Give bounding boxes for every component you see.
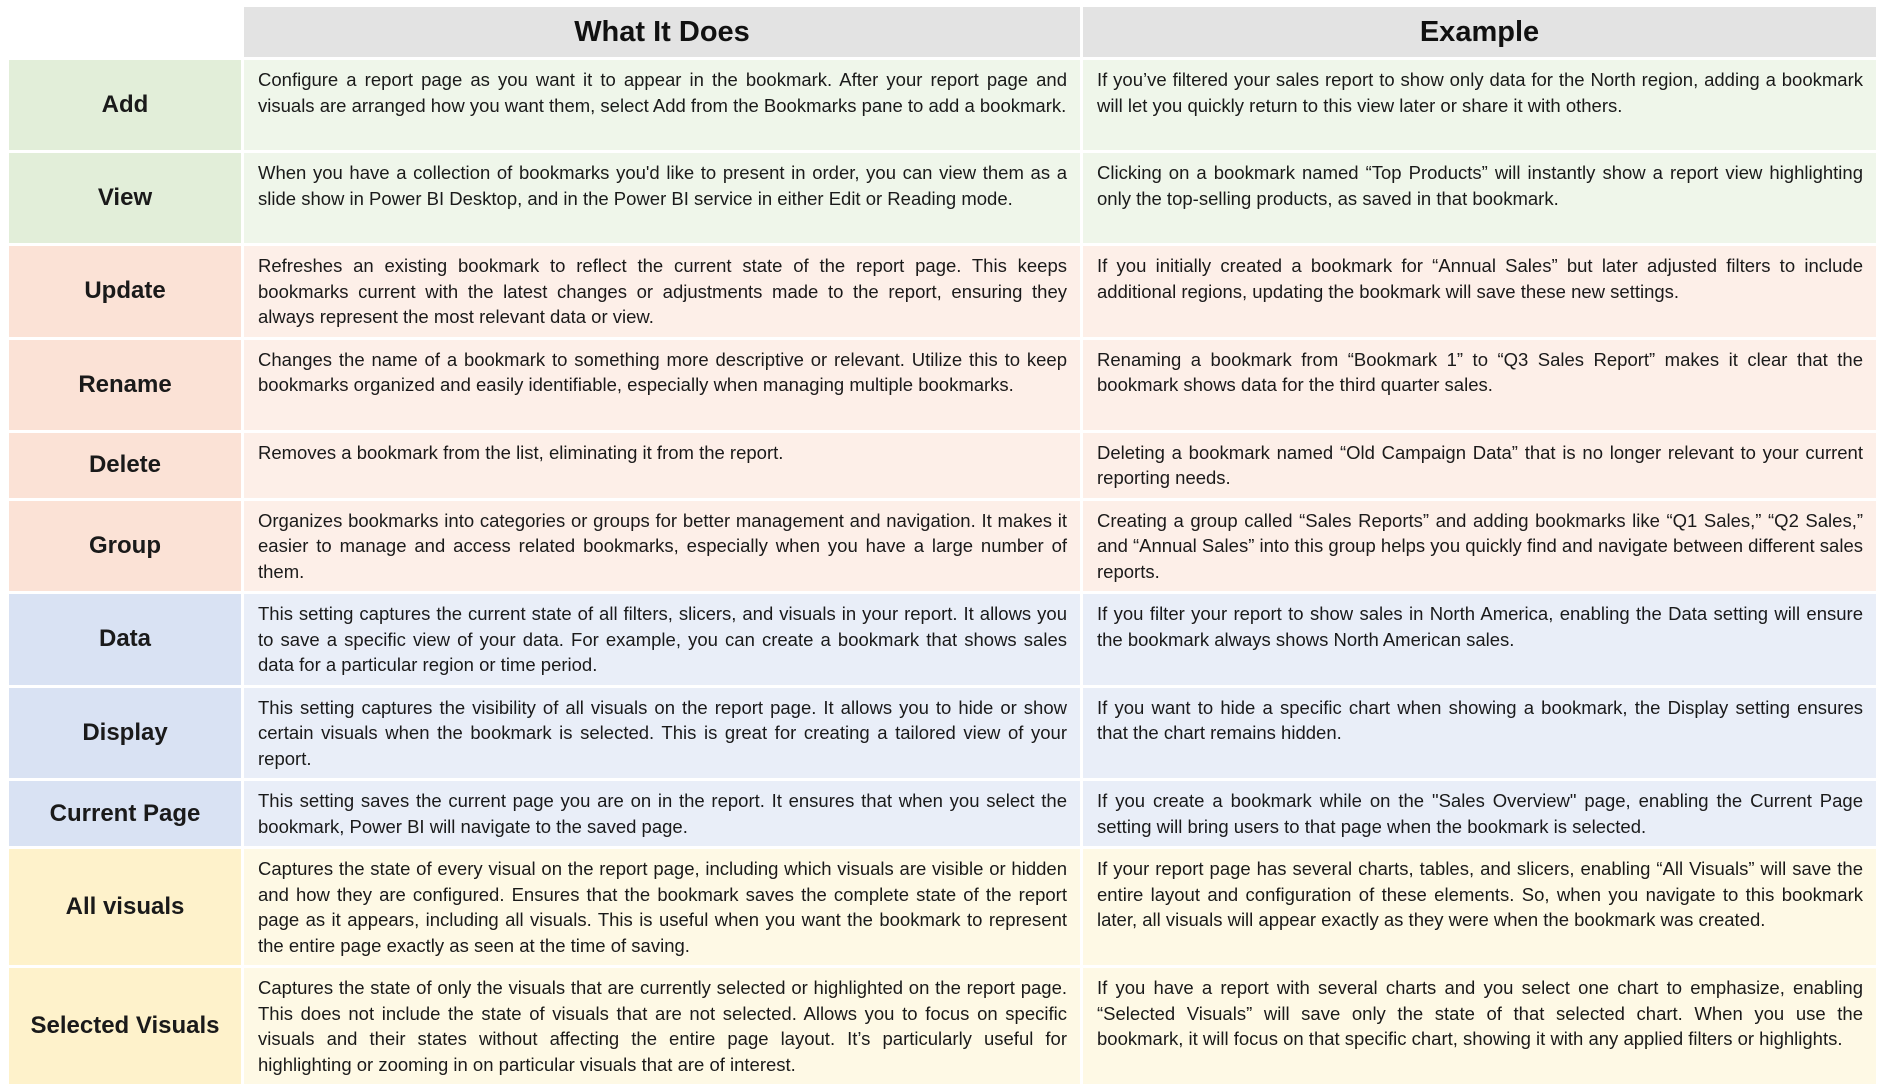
example-cell: If you create a bookmark while on the "Sales Overview" page, enabling the Current Page setting will bring users to that page when the bookmark is selected. bbox=[1083, 781, 1876, 846]
what-it-does-cell: Captures the state of every visual on the report page, including which visuals are visible or hidden and how they are configured. Ensures that the bookmark saves the complete state of the report page as it appears, including all visuals. This is useful when you want the bookmark to represent the entire page exactly as seen at the time of saving. bbox=[244, 849, 1080, 965]
header-what-it-does: What It Does bbox=[244, 7, 1080, 57]
what-it-does-cell: This setting captures the current state of all filters, slicers, and visuals in your report. It allows you to save a specific view of your data. For example, you can create a bookmark that shows sales data for a particular region or time period. bbox=[244, 594, 1080, 685]
row-label: Display bbox=[9, 688, 241, 779]
table-row-display bbox=[9, 688, 1876, 779]
row-label: Selected Visuals bbox=[9, 968, 241, 1084]
what-it-does-cell: Captures the state of only the visuals that are currently selected or highlighted on the report page. This does not include the state of visuals that are not selected. Allows you to focus on specific visuals and their states without affecting the entire page layout. It’s particularly useful for highlighting or zooming in on particular visuals that are of interest. bbox=[244, 968, 1080, 1084]
table-row-rename bbox=[9, 340, 1876, 430]
what-it-does-cell: When you have a collection of bookmarks you'd like to present in order, you can view them as a slide show in Power BI Desktop, and in the Power BI service in either Edit or Reading mode. bbox=[244, 153, 1080, 243]
row-label: View bbox=[9, 153, 241, 243]
table-row-add bbox=[9, 60, 1876, 150]
what-it-does-cell: Removes a bookmark from the list, eliminating it from the report. bbox=[244, 433, 1080, 498]
table-row-group bbox=[9, 501, 1876, 592]
table-row-delete bbox=[9, 433, 1876, 498]
header-example: Example bbox=[1083, 7, 1876, 57]
example-cell: Renaming a bookmark from “Bookmark 1” to “Q3 Sales Report” makes it clear that the bookmark shows data for the third quarter sales. bbox=[1083, 340, 1876, 430]
what-it-does-cell: Refreshes an existing bookmark to reflect the current state of the report page. This keeps bookmarks current with the latest changes or adjustments made to the report, ensuring they always represent the most relevant data or view. bbox=[244, 246, 1080, 337]
example-cell: If your report page has several charts, tables, and slicers, enabling “All Visuals” will save the entire layout and configuration of these elements. So, when you navigate to this bookmark later, all visuals will appear exactly as they were when the bookmark was created. bbox=[1083, 849, 1876, 965]
row-label: Add bbox=[9, 60, 241, 150]
row-label: Group bbox=[9, 501, 241, 592]
table-row-view bbox=[9, 153, 1876, 243]
table-row-data bbox=[9, 594, 1876, 685]
table-row-all-visuals bbox=[9, 849, 1876, 965]
example-cell: If you filter your report to show sales in North America, enabling the Data setting will ensure the bookmark always shows North American sales. bbox=[1083, 594, 1876, 685]
row-label: Rename bbox=[9, 340, 241, 430]
row-label: Delete bbox=[9, 433, 241, 498]
example-cell: If you want to hide a specific chart when showing a bookmark, the Display setting ensures that the chart remains hidden. bbox=[1083, 688, 1876, 779]
table-row-update bbox=[9, 246, 1876, 337]
example-cell: If you have a report with several charts and you select one chart to emphasize, enabling “Selected Visuals” will save only the state of that selected chart. When you use the bookmark, it will focus on that specific chart, showing it with any applied filters or highlights. bbox=[1083, 968, 1876, 1084]
example-cell: If you initially created a bookmark for “Annual Sales” but later adjusted filters to include additional regions, updating the bookmark will save these new settings. bbox=[1083, 246, 1876, 337]
what-it-does-cell: This setting saves the current page you are on in the report. It ensures that when you select the bookmark, Power BI will navigate to the saved page. bbox=[244, 781, 1080, 846]
table-row-current-page bbox=[9, 781, 1876, 846]
what-it-does-cell: Changes the name of a bookmark to something more descriptive or relevant. Utilize this to keep bookmarks organized and easily identifiable, especially when managing multiple bookmarks. bbox=[244, 340, 1080, 430]
example-cell: Creating a group called “Sales Reports” and adding bookmarks like “Q1 Sales,” “Q2 Sales,” and “Annual Sales” into this group helps you quickly find and navigate between different sales reports. bbox=[1083, 501, 1876, 592]
what-it-does-cell: Organizes bookmarks into categories or groups for better management and navigation. It makes it easier to manage and access related bookmarks, especially when you have a large number of them. bbox=[244, 501, 1080, 592]
example-cell: Deleting a bookmark named “Old Campaign Data” that is no longer relevant to your current reporting needs. bbox=[1083, 433, 1876, 498]
example-cell: If you’ve filtered your sales report to show only data for the North region, adding a bookmark will let you quickly return to this view later or share it with others. bbox=[1083, 60, 1876, 150]
row-label: All visuals bbox=[9, 849, 241, 965]
row-label: Current Page bbox=[9, 781, 241, 846]
bookmarks-reference-table bbox=[6, 4, 1879, 1087]
what-it-does-cell: Configure a report page as you want it to appear in the bookmark. After your report page and visuals are arranged how you want them, select Add from the Bookmarks pane to add a bookmark. bbox=[244, 60, 1080, 150]
table-row-selected-visuals bbox=[9, 968, 1876, 1084]
row-label: Data bbox=[9, 594, 241, 685]
header-row bbox=[9, 7, 1876, 57]
what-it-does-cell: This setting captures the visibility of all visuals on the report page. It allows you to hide or show certain visuals when the bookmark is selected. This is great for creating a tailored view of your report. bbox=[244, 688, 1080, 779]
row-label: Update bbox=[9, 246, 241, 337]
example-cell: Clicking on a bookmark named “Top Products” will instantly show a report view highlighting only the top-selling products, as saved in that bookmark. bbox=[1083, 153, 1876, 243]
header-corner-cell bbox=[9, 7, 241, 57]
